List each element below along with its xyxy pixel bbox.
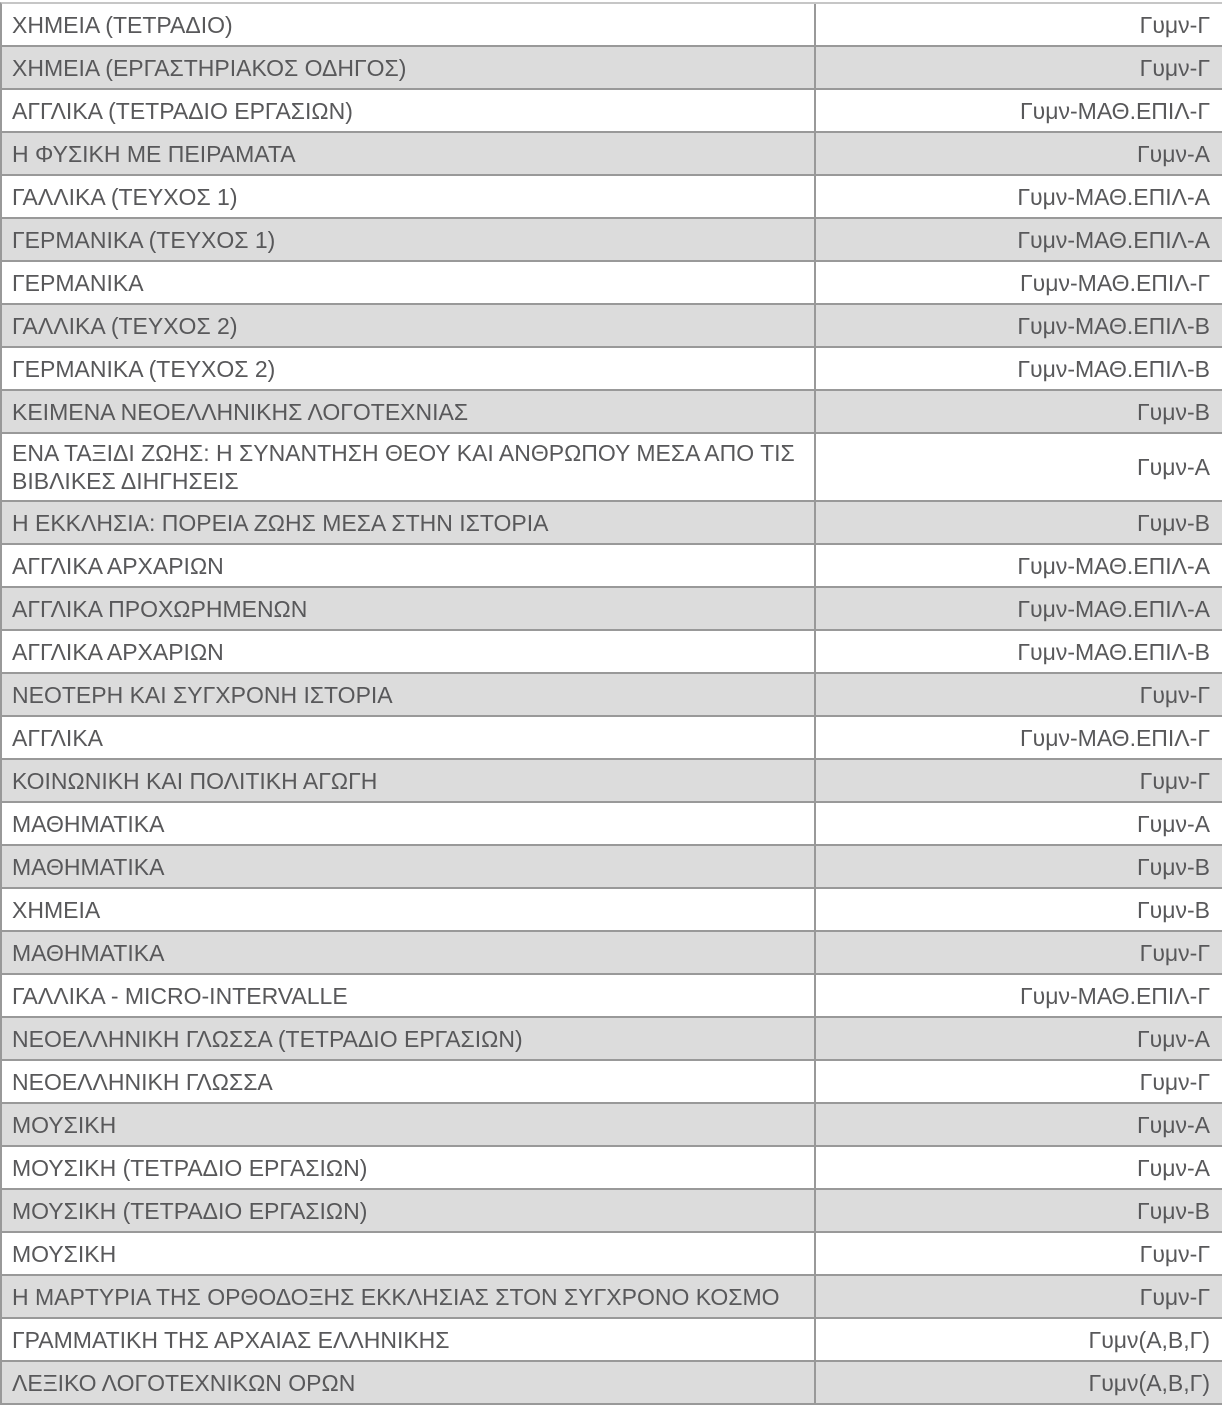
- book-title-cell: ΜΟΥΣΙΚΗ: [2, 1233, 816, 1274]
- grade-level-cell: Γυμν-Γ: [1139, 767, 1210, 794]
- grade-level-cell: Γυμν-Γ: [1139, 939, 1210, 966]
- book-title-cell: ΧΗΜΕΙΑ: [2, 889, 816, 930]
- table-row: [2, 1276, 1222, 1319]
- book-title-cell: ΜΟΥΣΙΚΗ (ΤΕΤΡΑΔΙΟ ΕΡΓΑΣΙΩΝ): [2, 1190, 816, 1231]
- table-row: [2, 219, 1222, 262]
- book-title-cell: ΓΕΡΜΑΝΙΚΑ (ΤΕΥΧΟΣ 2): [2, 348, 816, 389]
- grade-level-cell: Γυμν(Α,Β,Γ): [1088, 1326, 1210, 1353]
- grade-level-cell: Γυμν-ΜΑΘ.ΕΠΙΛ-Γ: [1020, 97, 1210, 124]
- book-title-cell: ΑΓΓΛΙΚΑ ΑΡΧΑΡΙΩΝ: [2, 545, 816, 586]
- school-books-table: [0, 2, 1222, 1405]
- grade-level-cell: Γυμν-ΜΑΘ.ΕΠΙΛ-Α: [1017, 183, 1210, 210]
- book-title-cell: ΚΟΙΝΩΝΙΚΗ ΚΑΙ ΠΟΛΙΤΙΚΗ ΑΓΩΓΗ: [2, 760, 816, 801]
- table-row: [2, 1362, 1222, 1405]
- table-row: [2, 588, 1222, 631]
- grade-level-cell: Γυμν-ΜΑΘ.ΕΠΙΛ-Β: [1017, 312, 1210, 339]
- table-row: [2, 717, 1222, 760]
- table-row: [2, 176, 1222, 219]
- book-title-cell: ΜΟΥΣΙΚΗ (ΤΕΤΡΑΔΙΟ ΕΡΓΑΣΙΩΝ): [2, 1147, 816, 1188]
- book-title-cell: ΕΝΑ ΤΑΞΙΔΙ ΖΩΗΣ: Η ΣΥΝΑΝΤΗΣΗ ΘΕΟΥ ΚΑΙ ΑΝΘΡΩΠΟΥ ΜΕΣΑ ΑΠΟ ΤΙΣ ΒΙΒΛΙΚΕΣ ΔΙΗΓΗΣΕΙΣ: [2, 434, 816, 500]
- book-title-cell: ΝΕΟΕΛΛΗΝΙΚΗ ΓΛΩΣΣΑ: [2, 1061, 816, 1102]
- grade-level-cell: Γυμν-ΜΑΘ.ΕΠΙΛ-Α: [1017, 552, 1210, 579]
- grade-level-cell: Γυμν-ΜΑΘ.ΕΠΙΛ-Γ: [1020, 724, 1210, 751]
- table-row: [2, 305, 1222, 348]
- grade-level-cell: Γυμν-ΜΑΘ.ΕΠΙΛ-Α: [1017, 595, 1210, 622]
- table-row: [2, 1319, 1222, 1362]
- grade-level-cell: Γυμν-ΜΑΘ.ΕΠΙΛ-Β: [1017, 638, 1210, 665]
- book-title-cell: ΜΑΘΗΜΑΤΙΚΑ: [2, 932, 816, 973]
- book-title-cell: ΓΑΛΛΙΚΑ (ΤΕΥΧΟΣ 1): [2, 176, 816, 217]
- table-row: [2, 133, 1222, 176]
- grade-level-cell: Γυμν-Α: [1137, 1025, 1210, 1052]
- grade-level-cell: Γυμν-Γ: [1139, 1283, 1210, 1310]
- grade-level-cell: Γυμν-Β: [1137, 853, 1210, 880]
- grade-level-cell: Γυμν-ΜΑΘ.ΕΠΙΛ-Γ: [1020, 982, 1210, 1009]
- book-title-cell: ΝΕΟΕΛΛΗΝΙΚΗ ΓΛΩΣΣΑ (ΤΕΤΡΑΔΙΟ ΕΡΓΑΣΙΩΝ): [2, 1018, 816, 1059]
- book-title-cell: ΝΕΟΤΕΡΗ ΚΑΙ ΣΥΓΧΡΟΝΗ ΙΣΤΟΡΙΑ: [2, 674, 816, 715]
- table-row: [2, 674, 1222, 717]
- book-title-cell: ΧΗΜΕΙΑ (ΤΕΤΡΑΔΙΟ): [2, 4, 816, 45]
- grade-level-cell: Γυμν-Γ: [1139, 11, 1210, 38]
- table-row: [2, 760, 1222, 803]
- table-row: [2, 1061, 1222, 1104]
- grade-level-cell: Γυμν(Α,Β,Γ): [1088, 1369, 1210, 1396]
- book-title-cell: ΜΑΘΗΜΑΤΙΚΑ: [2, 846, 816, 887]
- book-title-cell: ΑΓΓΛΙΚΑ: [2, 717, 816, 758]
- grade-level-cell: Γυμν-Β: [1137, 896, 1210, 923]
- grade-level-cell: Γυμν-Γ: [1139, 1240, 1210, 1267]
- book-title-cell: ΓΕΡΜΑΝΙΚΑ (ΤΕΥΧΟΣ 1): [2, 219, 816, 260]
- table-row: [2, 4, 1222, 47]
- grade-level-cell: Γυμν-Α: [1137, 1154, 1210, 1181]
- grade-level-cell: Γυμν-Γ: [1139, 681, 1210, 708]
- book-title-cell: Η ΦΥΣΙΚΗ ΜΕ ΠΕΙΡΑΜΑΤΑ: [2, 133, 816, 174]
- table-row: [2, 502, 1222, 545]
- book-title-cell: ΓΑΛΛΙΚΑ - MICRO-INTERVALLE: [2, 975, 816, 1016]
- table-row: [2, 348, 1222, 391]
- grade-level-cell: Γυμν-Γ: [1139, 54, 1210, 81]
- book-title-cell: ΓΑΛΛΙΚΑ (ΤΕΥΧΟΣ 2): [2, 305, 816, 346]
- table-row: [2, 889, 1222, 932]
- grade-level-cell: Γυμν-Β: [1137, 398, 1210, 425]
- table-row: [2, 1147, 1222, 1190]
- book-title-cell: ΚΕΙΜΕΝΑ ΝΕΟΕΛΛΗΝΙΚΗΣ ΛΟΓΟΤΕΧΝΙΑΣ: [2, 391, 816, 432]
- grade-level-cell: Γυμν-ΜΑΘ.ΕΠΙΛ-Γ: [1020, 269, 1210, 296]
- table-row: [2, 1018, 1222, 1061]
- book-title-cell: Η ΜΑΡΤΥΡΙΑ ΤΗΣ ΟΡΘΟΔΟΞΗΣ ΕΚΚΛΗΣΙΑΣ ΣΤΟΝ ΣΥΓΧΡΟΝΟ ΚΟΣΜΟ: [2, 1276, 816, 1317]
- book-title-cell: ΜΑΘΗΜΑΤΙΚΑ: [2, 803, 816, 844]
- table-row: [2, 47, 1222, 90]
- table-row: [2, 1104, 1222, 1147]
- book-title-cell: ΓΕΡΜΑΝΙΚΑ: [2, 262, 816, 303]
- book-title-cell: ΑΓΓΛΙΚΑ ΑΡΧΑΡΙΩΝ: [2, 631, 816, 672]
- table-row: [2, 262, 1222, 305]
- book-title-cell: ΑΓΓΛΙΚΑ ΠΡΟΧΩΡΗΜΕΝΩΝ: [2, 588, 816, 629]
- grade-level-cell: Γυμν-Α: [1137, 140, 1210, 167]
- table-row: [2, 1190, 1222, 1233]
- table-row: [2, 803, 1222, 846]
- grade-level-cell: Γυμν-Α: [1137, 810, 1210, 837]
- book-title-cell: Η ΕΚΚΛΗΣΙΑ: ΠΟΡΕΙΑ ΖΩΗΣ ΜΕΣΑ ΣΤΗΝ ΙΣΤΟΡΙΑ: [2, 502, 816, 543]
- grade-level-cell: Γυμν-ΜΑΘ.ΕΠΙΛ-Α: [1017, 226, 1210, 253]
- table-row: [2, 434, 1222, 502]
- table-row: [2, 391, 1222, 434]
- book-title-cell: ΜΟΥΣΙΚΗ: [2, 1104, 816, 1145]
- table-row: [2, 975, 1222, 1018]
- book-title-cell: ΧΗΜΕΙΑ (ΕΡΓΑΣΤΗΡΙΑΚΟΣ ΟΔΗΓΟΣ): [2, 47, 816, 88]
- table-row: [2, 1233, 1222, 1276]
- book-title-cell: ΓΡΑΜΜΑΤΙΚΗ ΤΗΣ ΑΡΧΑΙΑΣ ΕΛΛΗΝΙΚΗΣ: [2, 1319, 816, 1360]
- grade-level-cell: Γυμν-Β: [1137, 509, 1210, 536]
- book-title-cell: ΛΕΞΙΚΟ ΛΟΓΟΤΕΧΝΙΚΩΝ ΟΡΩΝ: [2, 1362, 816, 1403]
- table-row: [2, 545, 1222, 588]
- grade-level-cell: Γυμν-Α: [1137, 454, 1210, 480]
- grade-level-cell: Γυμν-Γ: [1139, 1068, 1210, 1095]
- table-row: [2, 631, 1222, 674]
- grade-level-cell: Γυμν-Β: [1137, 1197, 1210, 1224]
- table-row: [2, 90, 1222, 133]
- table-row: [2, 846, 1222, 889]
- table-row: [2, 932, 1222, 975]
- book-title-cell: ΑΓΓΛΙΚΑ (ΤΕΤΡΑΔΙΟ ΕΡΓΑΣΙΩΝ): [2, 90, 816, 131]
- grade-level-cell: Γυμν-Α: [1137, 1111, 1210, 1138]
- grade-level-cell: Γυμν-ΜΑΘ.ΕΠΙΛ-Β: [1017, 355, 1210, 382]
